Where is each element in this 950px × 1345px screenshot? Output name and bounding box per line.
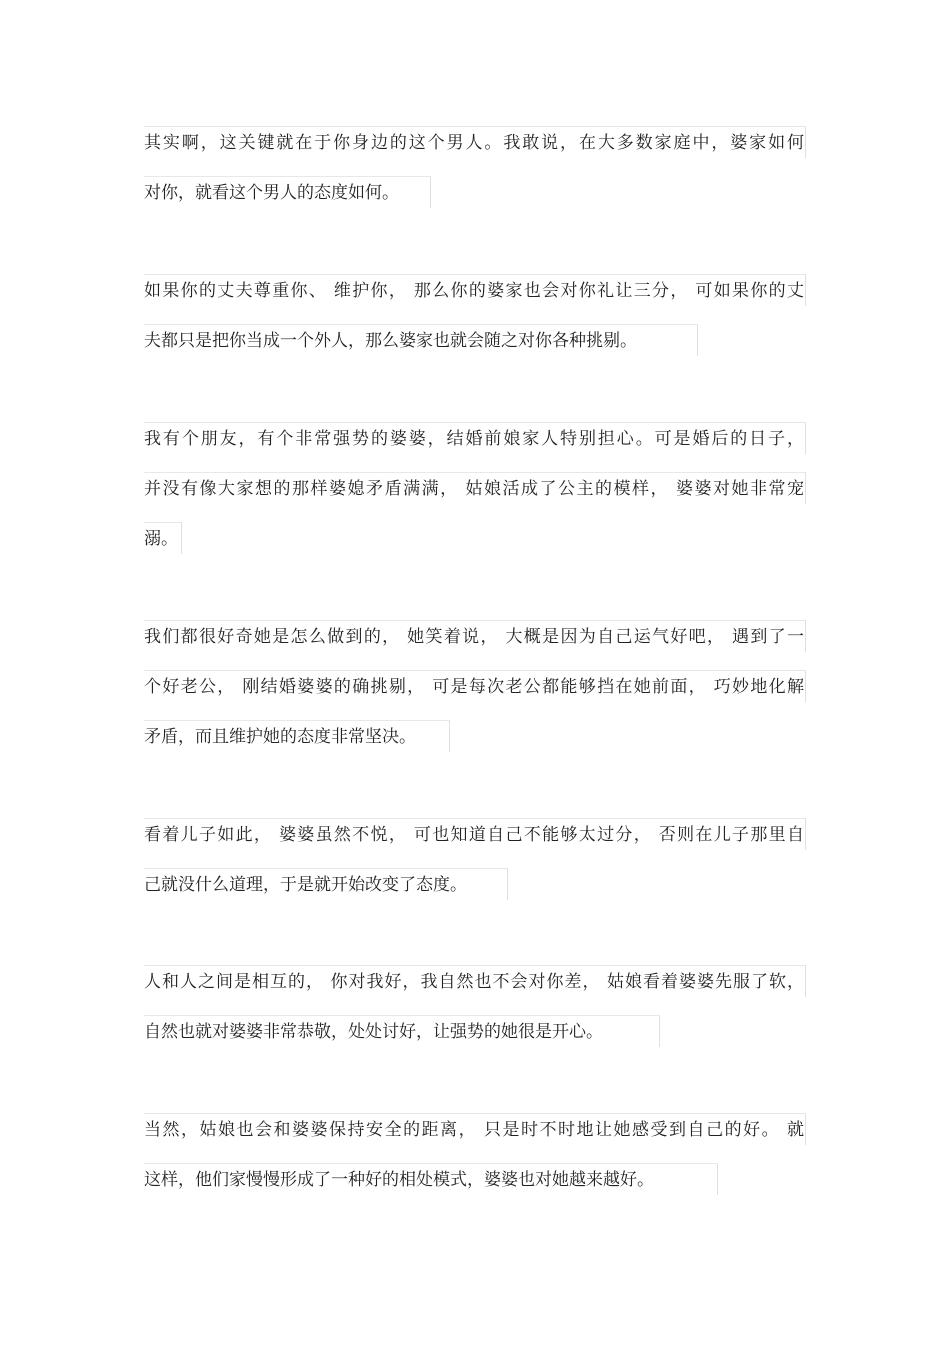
paragraph-2: [144, 274, 806, 374]
paragraph-line: 夫都只是把你当成一个外人，那么婆家也就会随之对你各种挑剔。: [144, 324, 806, 374]
paragraph-7: [144, 1113, 806, 1213]
paragraph-line: 我有个朋友，有个非常强势的婆婆，结婚前娘家人特别担心。可是婚后的日子，: [144, 422, 806, 472]
paragraph-line: 我们都很好奇她是怎么做到的， 她笑着说， 大概是因为自己运气好吧， 遇到了一: [144, 620, 806, 670]
paragraph-line: 自然也就对婆婆非常恭敬，处处讨好，让强势的她很是开心。: [144, 1015, 806, 1065]
paragraph-line: 矛盾，而且维护她的态度非常坚决。: [144, 720, 806, 770]
paragraph-5: [144, 818, 806, 918]
paragraph-line: 对你，就看这个男人的态度如何。: [144, 176, 806, 226]
paragraph-line: 这样，他们家慢慢形成了一种好的相处模式，婆婆也对她越来越好。: [144, 1163, 806, 1213]
paragraph-line: 溺。: [144, 522, 806, 572]
paragraph-line: 并没有像大家想的那样婆媳矛盾满满， 姑娘活成了公主的模样， 婆婆对她非常宠: [144, 472, 806, 522]
paragraph-3: [144, 422, 806, 572]
paragraph-line: 个好老公， 刚结婚婆婆的确挑剔， 可是每次老公都能够挡在她前面， 巧妙地化解: [144, 670, 806, 720]
paragraph-line: 当然，姑娘也会和婆婆保持安全的距离， 只是时不时地让她感受到自己的好。 就: [144, 1113, 806, 1163]
paragraph-line: 看着儿子如此， 婆婆虽然不悦， 可也知道自己不能够太过分， 否则在儿子那里自: [144, 818, 806, 868]
paragraph-1: [144, 126, 806, 226]
paragraph-6: [144, 965, 806, 1065]
paragraph-line: 己就没什么道理，于是就开始改变了态度。: [144, 868, 806, 918]
paragraph-line: 如果你的丈夫尊重你、 维护你， 那么你的婆家也会对你礼让三分， 可如果你的丈: [144, 274, 806, 324]
paragraph-4: [144, 620, 806, 770]
paragraph-line: 人和人之间是相互的， 你对我好，我自然也不会对你差， 姑娘看着婆婆先服了软，: [144, 965, 806, 1015]
paragraph-line: 其实啊，这关键就在于你身边的这个男人。我敢说，在大多数家庭中，婆家如何: [144, 126, 806, 176]
